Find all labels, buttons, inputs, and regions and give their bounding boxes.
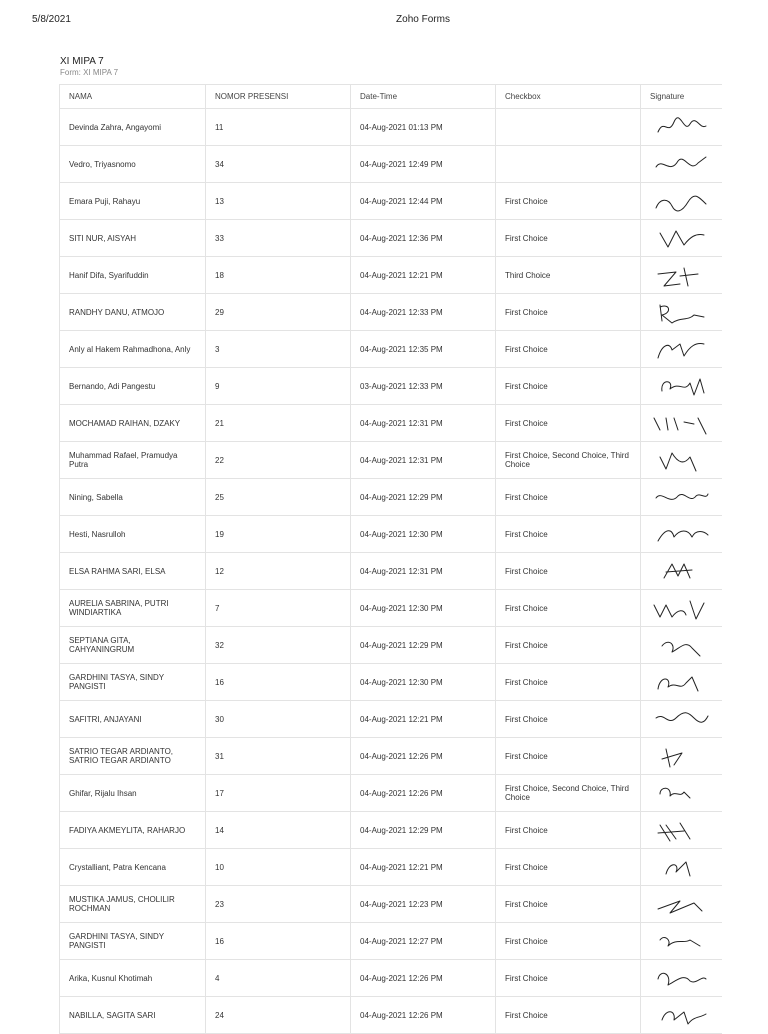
cell-signature (641, 960, 722, 996)
form-title: XI MIPA 7 (60, 56, 104, 67)
cell-signature (641, 442, 722, 478)
table-row (60, 553, 722, 590)
cell-nomor-presensi: 14 (206, 812, 351, 848)
table-row (60, 849, 722, 886)
column-header-nomor-presensi: NOMOR PRESENSI (206, 85, 351, 108)
cell-checkbox: First Choice (496, 405, 641, 441)
cell-checkbox: First Choice (496, 590, 641, 626)
cell-checkbox: Third Choice (496, 257, 641, 293)
cell-checkbox: First Choice, Second Choice, Third Choice (496, 775, 641, 811)
cell-checkbox: First Choice (496, 960, 641, 996)
cell-nama: Bernando, Adi Pangestu (60, 368, 206, 404)
cell-checkbox: First Choice (496, 812, 641, 848)
cell-date-time: 04-Aug-2021 12:23 PM (351, 886, 496, 922)
cell-date-time: 04-Aug-2021 12:26 PM (351, 960, 496, 996)
cell-checkbox: First Choice (496, 368, 641, 404)
table-header-row (60, 85, 722, 109)
signature-image (650, 593, 712, 623)
print-header-title: Zoho Forms (396, 14, 450, 25)
cell-nama: Devinda Zahra, Angayomi (60, 109, 206, 145)
cell-nama: Hesti, Nasrulloh (60, 516, 206, 552)
cell-date-time: 04-Aug-2021 01:13 PM (351, 109, 496, 145)
print-date: 5/8/2021 (32, 14, 71, 25)
cell-signature (641, 331, 722, 367)
signature-image (650, 408, 712, 438)
table-row (60, 368, 722, 405)
cell-nomor-presensi: 34 (206, 146, 351, 182)
signature-image (650, 889, 712, 919)
cell-nama: Arika, Kusnul Khotimah (60, 960, 206, 996)
cell-nomor-presensi: 18 (206, 257, 351, 293)
cell-nama: Crystalliant, Patra Kencana (60, 849, 206, 885)
cell-checkbox: First Choice (496, 183, 641, 219)
cell-signature (641, 294, 722, 330)
table-row (60, 923, 722, 960)
signature-image (650, 704, 712, 734)
cell-checkbox: First Choice (496, 331, 641, 367)
cell-checkbox: First Choice (496, 849, 641, 885)
table-row (60, 220, 722, 257)
cell-checkbox (496, 109, 641, 145)
cell-date-time: 04-Aug-2021 12:44 PM (351, 183, 496, 219)
cell-signature (641, 405, 722, 441)
cell-nomor-presensi: 3 (206, 331, 351, 367)
table-row (60, 405, 722, 442)
cell-nama: Anly al Hakem Rahmadhona, Anly (60, 331, 206, 367)
cell-checkbox: First Choice (496, 220, 641, 256)
cell-nomor-presensi: 13 (206, 183, 351, 219)
cell-nama: GARDHINI TASYA, SINDY PANGISTI (60, 664, 206, 700)
cell-checkbox: First Choice (496, 479, 641, 515)
column-header-nama: NAMA (60, 85, 206, 108)
responses-table (59, 84, 722, 1034)
cell-nomor-presensi: 22 (206, 442, 351, 478)
cell-signature (641, 516, 722, 552)
signature-image (650, 260, 712, 290)
signature-image (650, 778, 712, 808)
cell-nama: GARDHINI TASYA, SINDY PANGISTI (60, 923, 206, 959)
table-row (60, 109, 722, 146)
signature-image (650, 519, 712, 549)
signature-image (650, 482, 712, 512)
cell-nomor-presensi: 23 (206, 886, 351, 922)
cell-date-time: 04-Aug-2021 12:26 PM (351, 775, 496, 811)
cell-checkbox: First Choice (496, 923, 641, 959)
cell-signature (641, 775, 722, 811)
table-row (60, 331, 722, 368)
cell-date-time: 04-Aug-2021 12:26 PM (351, 738, 496, 774)
cell-nama: Vedro, Triyasnomo (60, 146, 206, 182)
table-row (60, 294, 722, 331)
signature-image (650, 741, 712, 771)
cell-signature (641, 257, 722, 293)
cell-checkbox: First Choice (496, 627, 641, 663)
cell-date-time: 04-Aug-2021 12:31 PM (351, 405, 496, 441)
cell-nomor-presensi: 33 (206, 220, 351, 256)
cell-checkbox: First Choice (496, 664, 641, 700)
signature-image (650, 667, 712, 697)
cell-nomor-presensi: 16 (206, 664, 351, 700)
form-subtitle: Form: XI MIPA 7 (60, 68, 119, 77)
signature-image (650, 445, 712, 475)
cell-signature (641, 183, 722, 219)
cell-checkbox: First Choice (496, 516, 641, 552)
cell-nomor-presensi: 9 (206, 368, 351, 404)
cell-nomor-presensi: 12 (206, 553, 351, 589)
cell-date-time: 03-Aug-2021 12:33 PM (351, 368, 496, 404)
cell-date-time: 04-Aug-2021 12:30 PM (351, 590, 496, 626)
cell-signature (641, 997, 722, 1033)
cell-date-time: 04-Aug-2021 12:33 PM (351, 294, 496, 330)
cell-signature (641, 812, 722, 848)
table-row (60, 516, 722, 553)
cell-nama: Ghifar, Rijalu Ihsan (60, 775, 206, 811)
cell-checkbox: First Choice (496, 294, 641, 330)
table-row (60, 590, 722, 627)
cell-nama: RANDHY DANU, ATMOJO (60, 294, 206, 330)
signature-image (650, 297, 712, 327)
cell-date-time: 04-Aug-2021 12:30 PM (351, 516, 496, 552)
cell-date-time: 04-Aug-2021 12:30 PM (351, 664, 496, 700)
cell-signature (641, 627, 722, 663)
cell-date-time: 04-Aug-2021 12:35 PM (351, 331, 496, 367)
signature-image (650, 852, 712, 882)
signature-image (650, 815, 712, 845)
table-row (60, 775, 722, 812)
cell-checkbox: First Choice, Second Choice, Third Choice (496, 442, 641, 478)
cell-nama: SEPTIANA GITA, CAHYANINGRUM (60, 627, 206, 663)
cell-date-time: 04-Aug-2021 12:21 PM (351, 257, 496, 293)
signature-image (650, 186, 712, 216)
table-row (60, 627, 722, 664)
signature-image (650, 556, 712, 586)
column-header-date-time: Date-Time (351, 85, 496, 108)
cell-date-time: 04-Aug-2021 12:29 PM (351, 479, 496, 515)
cell-date-time: 04-Aug-2021 12:49 PM (351, 146, 496, 182)
cell-nama: MUSTIKA JAMUS, CHOLILIR ROCHMAN (60, 886, 206, 922)
cell-checkbox (496, 146, 641, 182)
cell-nama: NABILLA, SAGITA SARI (60, 997, 206, 1033)
signature-image (650, 334, 712, 364)
table-row (60, 664, 722, 701)
table-row (60, 997, 722, 1034)
cell-signature (641, 849, 722, 885)
cell-checkbox: First Choice (496, 701, 641, 737)
cell-date-time: 04-Aug-2021 12:31 PM (351, 442, 496, 478)
signature-image (650, 963, 712, 993)
cell-signature (641, 664, 722, 700)
cell-nomor-presensi: 25 (206, 479, 351, 515)
cell-nama: Hanif Difa, Syarifuddin (60, 257, 206, 293)
cell-nama: ELSA RAHMA SARI, ELSA (60, 553, 206, 589)
cell-nomor-presensi: 24 (206, 997, 351, 1033)
cell-nama: MOCHAMAD RAIHAN, DZAKY (60, 405, 206, 441)
table-row (60, 183, 722, 220)
cell-nomor-presensi: 7 (206, 590, 351, 626)
cell-signature (641, 220, 722, 256)
cell-nama: Nining, Sabella (60, 479, 206, 515)
cell-signature (641, 923, 722, 959)
column-header-signature: Signature (650, 92, 685, 101)
cell-date-time: 04-Aug-2021 12:26 PM (351, 997, 496, 1033)
table-body (60, 109, 722, 1034)
cell-nomor-presensi: 4 (206, 960, 351, 996)
cell-date-time: 04-Aug-2021 12:21 PM (351, 849, 496, 885)
table-row (60, 442, 722, 479)
signature-image (650, 112, 712, 142)
cell-nama: SAFITRI, ANJAYANI (60, 701, 206, 737)
table-row (60, 886, 722, 923)
cell-nomor-presensi: 32 (206, 627, 351, 663)
cell-nama: SITI NUR, AISYAH (60, 220, 206, 256)
cell-nomor-presensi: 19 (206, 516, 351, 552)
cell-checkbox: First Choice (496, 997, 641, 1033)
table-row (60, 812, 722, 849)
cell-nomor-presensi: 16 (206, 923, 351, 959)
cell-nomor-presensi: 29 (206, 294, 351, 330)
cell-signature (641, 368, 722, 404)
cell-checkbox: First Choice (496, 738, 641, 774)
signature-image (650, 630, 712, 660)
cell-nama: Emara Puji, Rahayu (60, 183, 206, 219)
cell-signature (641, 109, 722, 145)
cell-signature (641, 738, 722, 774)
cell-date-time: 04-Aug-2021 12:29 PM (351, 627, 496, 663)
cell-signature (641, 886, 722, 922)
table-row (60, 738, 722, 775)
cell-date-time: 04-Aug-2021 12:29 PM (351, 812, 496, 848)
cell-nomor-presensi: 17 (206, 775, 351, 811)
cell-checkbox: First Choice (496, 553, 641, 589)
cell-nama: AURELIA SABRINA, PUTRI WINDIARTIKA (60, 590, 206, 626)
table-row (60, 146, 722, 183)
cell-nomor-presensi: 31 (206, 738, 351, 774)
table-row (60, 257, 722, 294)
signature-image (650, 1000, 712, 1030)
cell-nama: SATRIO TEGAR ARDIANTO, SATRIO TEGAR ARDIANTO (60, 738, 206, 774)
signature-image (650, 149, 712, 179)
cell-signature (641, 590, 722, 626)
cell-nomor-presensi: 11 (206, 109, 351, 145)
signature-image (650, 223, 712, 253)
column-header-checkbox: Checkbox (496, 85, 641, 108)
cell-date-time: 04-Aug-2021 12:27 PM (351, 923, 496, 959)
signature-image (650, 371, 712, 401)
cell-nomor-presensi: 30 (206, 701, 351, 737)
cell-checkbox: First Choice (496, 886, 641, 922)
cell-signature (641, 479, 722, 515)
cell-signature (641, 701, 722, 737)
cell-nama: FADIYA AKMEYLITA, RAHARJO (60, 812, 206, 848)
cell-nomor-presensi: 10 (206, 849, 351, 885)
cell-nama: Muhammad Rafael, Pramudya Putra (60, 442, 206, 478)
signature-image (650, 926, 712, 956)
cell-signature (641, 146, 722, 182)
table-row (60, 479, 722, 516)
cell-signature (641, 553, 722, 589)
table-row (60, 701, 722, 738)
cell-date-time: 04-Aug-2021 12:31 PM (351, 553, 496, 589)
cell-date-time: 04-Aug-2021 12:36 PM (351, 220, 496, 256)
table-row (60, 960, 722, 997)
cell-date-time: 04-Aug-2021 12:21 PM (351, 701, 496, 737)
cell-nomor-presensi: 21 (206, 405, 351, 441)
